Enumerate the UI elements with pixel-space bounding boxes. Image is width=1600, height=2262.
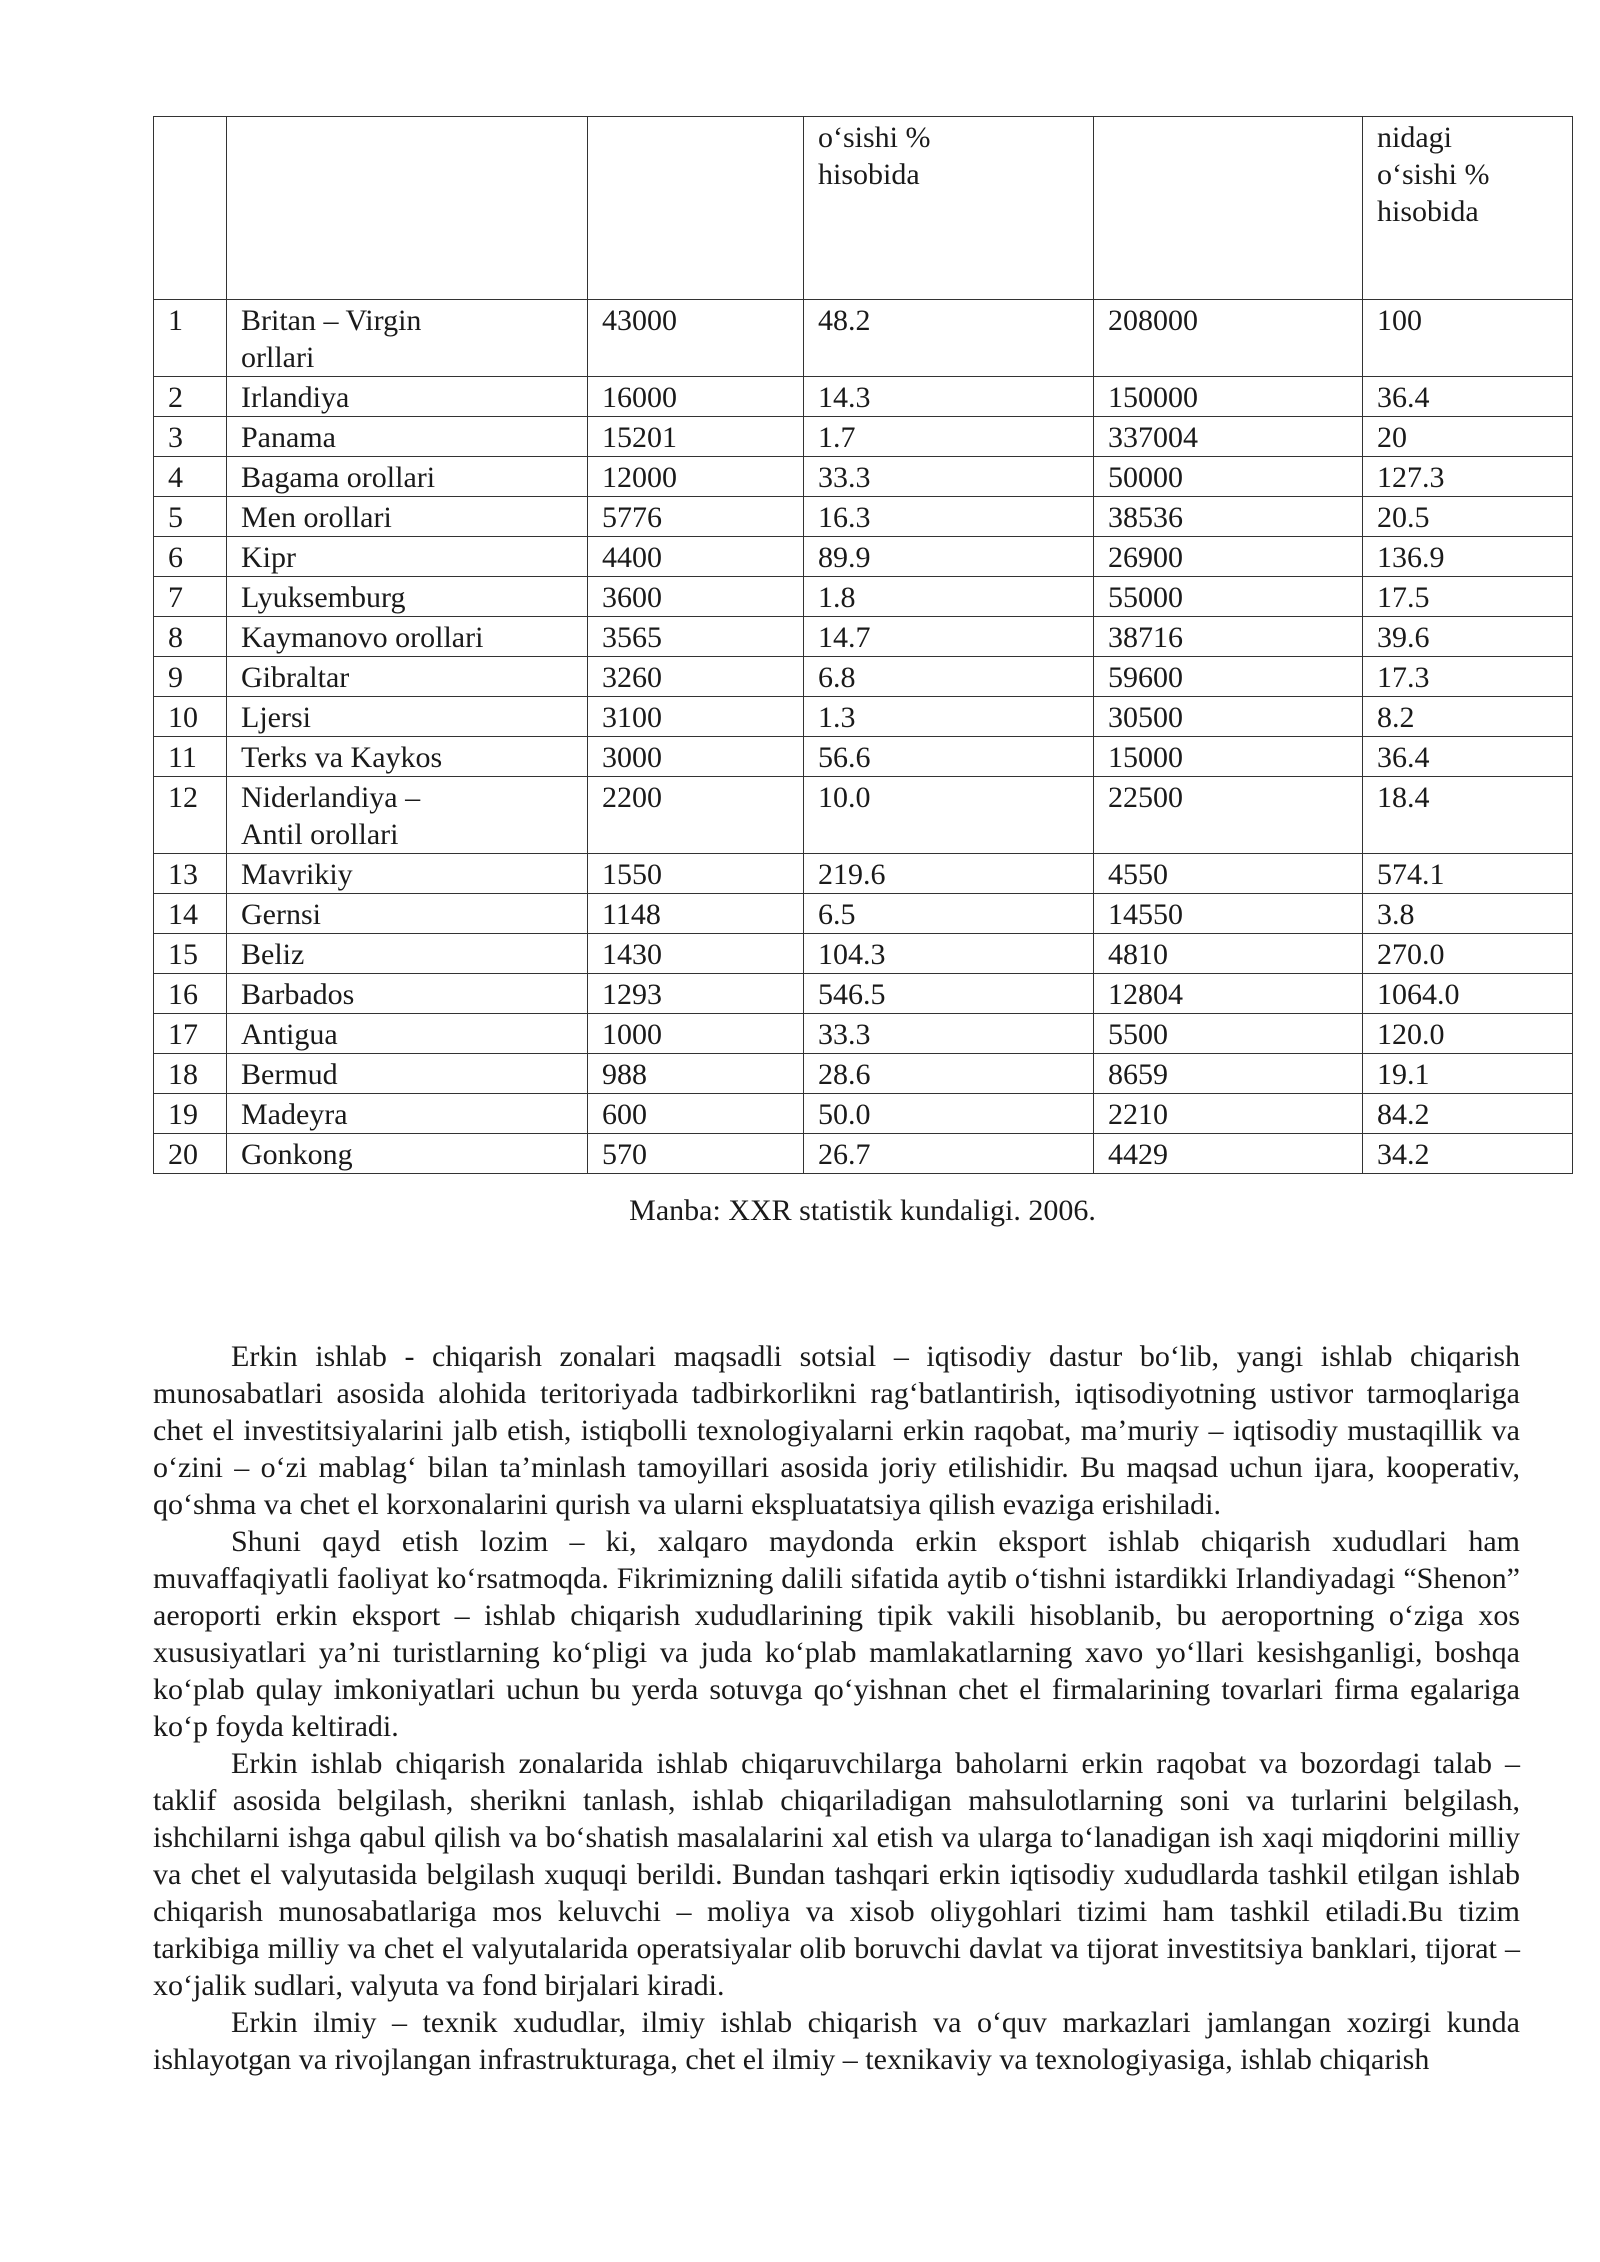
table-cell: 100 xyxy=(1363,300,1573,377)
table-cell xyxy=(227,117,588,300)
table-cell: nidagi o‘sishi % hisobida xyxy=(1363,117,1573,300)
table-row xyxy=(154,657,1573,697)
table-row xyxy=(154,300,1573,377)
table-cell: 600 xyxy=(588,1094,804,1134)
table-cell: 34.2 xyxy=(1363,1134,1573,1174)
statistics-table xyxy=(153,116,1573,1174)
table-cell: 1000 xyxy=(588,1014,804,1054)
table-cell: 3.8 xyxy=(1363,894,1573,934)
table-row xyxy=(154,617,1573,657)
table-cell: 1293 xyxy=(588,974,804,1014)
table-cell: 19.1 xyxy=(1363,1054,1573,1094)
table-cell: 20 xyxy=(154,1134,227,1174)
table-cell: 19 xyxy=(154,1094,227,1134)
table-cell: 39.6 xyxy=(1363,617,1573,657)
table-cell: 14.7 xyxy=(804,617,1094,657)
table-cell: Ljersi xyxy=(227,697,588,737)
table-cell: 12 xyxy=(154,777,227,854)
source-note: Manba: XXR statistik kundaligi. 2006. xyxy=(629,1194,1096,1227)
table-cell: 8659 xyxy=(1094,1054,1363,1094)
table-cell: 56.6 xyxy=(804,737,1094,777)
paragraph: Erkin ishlab - chiqarish zonalari maqsadli sotsial – iqtisodiy dastur bo‘lib, yangi ishlab chiqarish munosabatlari asosida alohida teritoriyada tadbirkorlikni rag‘batlantirish, iqtisodiyotning ustivor tarmoqlariga chet el investitsiyalarini jalb etish, istiqbolli texnologiyalarni erkin raqobat, ma’muriy – iqtisodiy mustaqillik va o‘zini – o‘zi mablag‘ bilan ta’minlash tamoyillari asosida joriy etilishidir. Bu maqsad uchun ijara, kooperativ, qo‘shma va chet el korxonalarini qurish va ularni ekspluatatsiya qilish evaziga erishiladi. xyxy=(153,1340,1520,1521)
table-row xyxy=(154,1054,1573,1094)
table-row xyxy=(154,377,1573,417)
table-cell: 18 xyxy=(154,1054,227,1094)
table-cell: Antigua xyxy=(227,1014,588,1054)
table-cell: Britan – Virgin orllari xyxy=(227,300,588,377)
table-row xyxy=(154,577,1573,617)
table-cell: 26.7 xyxy=(804,1134,1094,1174)
table-cell: 6.5 xyxy=(804,894,1094,934)
table-cell: 55000 xyxy=(1094,577,1363,617)
table-row xyxy=(154,1134,1573,1174)
table-cell: 5776 xyxy=(588,497,804,537)
table-cell: 3600 xyxy=(588,577,804,617)
table-cell: 337004 xyxy=(1094,417,1363,457)
table-cell: 270.0 xyxy=(1363,934,1573,974)
table-cell: 10.0 xyxy=(804,777,1094,854)
table-row xyxy=(154,417,1573,457)
table-cell: Kaymanovo orollari xyxy=(227,617,588,657)
table-cell: 208000 xyxy=(1094,300,1363,377)
table-cell: 4 xyxy=(154,457,227,497)
table-cell: Kipr xyxy=(227,537,588,577)
table-cell: 5 xyxy=(154,497,227,537)
paragraph: Erkin ilmiy – texnik xududlar, ilmiy ishlab chiqarish va o‘quv markazlari jamlangan xozirgi kunda ishlayotgan va rivojlangan infrastrukturaga, chet el ilmiy – texnikaviy va texnologiyasiga, ishlab chiqarish xyxy=(153,2006,1520,2076)
table-cell: 2200 xyxy=(588,777,804,854)
table-cell: Terks va Kaykos xyxy=(227,737,588,777)
table-cell: 16.3 xyxy=(804,497,1094,537)
table-cell: 38536 xyxy=(1094,497,1363,537)
table-cell: 59600 xyxy=(1094,657,1363,697)
table-cell: 13 xyxy=(154,854,227,894)
table-row xyxy=(154,974,1573,1014)
table-cell: 10 xyxy=(154,697,227,737)
table-cell: 28.6 xyxy=(804,1054,1094,1094)
table-header-row xyxy=(154,117,1573,300)
table-cell: 570 xyxy=(588,1134,804,1174)
table-cell: 4810 xyxy=(1094,934,1363,974)
table-cell: 150000 xyxy=(1094,377,1363,417)
table-row xyxy=(154,457,1573,497)
table-cell: 3100 xyxy=(588,697,804,737)
table-cell xyxy=(588,117,804,300)
table-cell: 988 xyxy=(588,1054,804,1094)
table-cell: 4550 xyxy=(1094,854,1363,894)
table-cell: 84.2 xyxy=(1363,1094,1573,1134)
table-cell: 1.7 xyxy=(804,417,1094,457)
table-cell: 1.8 xyxy=(804,577,1094,617)
table-cell: 127.3 xyxy=(1363,457,1573,497)
table-cell: 1148 xyxy=(588,894,804,934)
table-cell: 1.3 xyxy=(804,697,1094,737)
table-cell: 36.4 xyxy=(1363,737,1573,777)
table-row xyxy=(154,934,1573,974)
table-cell: 1 xyxy=(154,300,227,377)
table-row xyxy=(154,894,1573,934)
table-cell: 17.5 xyxy=(1363,577,1573,617)
table-cell: 43000 xyxy=(588,300,804,377)
table-cell: 1430 xyxy=(588,934,804,974)
table-cell: o‘sishi % hisobida xyxy=(804,117,1094,300)
table-cell: 104.3 xyxy=(804,934,1094,974)
table-cell: 12000 xyxy=(588,457,804,497)
table-cell: 2210 xyxy=(1094,1094,1363,1134)
table-row xyxy=(154,537,1573,577)
table-cell: 26900 xyxy=(1094,537,1363,577)
table-cell: 219.6 xyxy=(804,854,1094,894)
table-cell: 16000 xyxy=(588,377,804,417)
table-cell: 5500 xyxy=(1094,1014,1363,1054)
table-cell: 14 xyxy=(154,894,227,934)
table-cell: 17.3 xyxy=(1363,657,1573,697)
table-row xyxy=(154,697,1573,737)
table-cell: 15 xyxy=(154,934,227,974)
table-cell: 8 xyxy=(154,617,227,657)
table-cell: 17 xyxy=(154,1014,227,1054)
table-cell: 14.3 xyxy=(804,377,1094,417)
table-cell: 4429 xyxy=(1094,1134,1363,1174)
table-cell: Panama xyxy=(227,417,588,457)
table-cell: 546.5 xyxy=(804,974,1094,1014)
table-cell: Irlandiya xyxy=(227,377,588,417)
table-cell: 20 xyxy=(1363,417,1573,457)
table-cell: 36.4 xyxy=(1363,377,1573,417)
table-cell: 14550 xyxy=(1094,894,1363,934)
table-cell: 11 xyxy=(154,737,227,777)
table-cell: Madeyra xyxy=(227,1094,588,1134)
table-cell: 6.8 xyxy=(804,657,1094,697)
table-row xyxy=(154,777,1573,854)
table-cell: 22500 xyxy=(1094,777,1363,854)
table-cell: Barbados xyxy=(227,974,588,1014)
table-cell: 20.5 xyxy=(1363,497,1573,537)
table-cell: 15000 xyxy=(1094,737,1363,777)
table-cell: Bagama orollari xyxy=(227,457,588,497)
table-cell: Gonkong xyxy=(227,1134,588,1174)
table-row xyxy=(154,854,1573,894)
table-cell: 136.9 xyxy=(1363,537,1573,577)
table-cell: 6 xyxy=(154,537,227,577)
table-cell: 12804 xyxy=(1094,974,1363,1014)
table-cell: 33.3 xyxy=(804,1014,1094,1054)
table-cell: 16 xyxy=(154,974,227,1014)
table-cell: Mavrikiy xyxy=(227,854,588,894)
table-cell: 7 xyxy=(154,577,227,617)
table-cell: 50.0 xyxy=(804,1094,1094,1134)
paragraph: Shuni qayd etish lozim – ki, xalqaro maydonda erkin eksport ishlab chiqarish xududlari ham muvaffaqiyatli faoliyat ko‘rsatmoqda. Fikrimizning dalili sifatida aytib o‘tishni istardikki Irlandiyadagi “Shenon” aeroporti erkin eksport – ishlab chiqarish xududlarining tipik vakili hisoblanib, bu aeroportning o‘ziga xos xususiyatlari ya’ni turistlarning ko‘pligi va juda ko‘plab mamlakatlarning xavo yo‘llari kesishganligi, boshqa ko‘plab qulay imkoniyatlari uchun bu yerda sotuvga qo‘yishnan chet el firmalarining tovarlari firma egalariga ko‘p foyda keltiradi. xyxy=(153,1525,1520,1743)
table-cell: 3 xyxy=(154,417,227,457)
table-cell: 50000 xyxy=(1094,457,1363,497)
table-cell: 33.3 xyxy=(804,457,1094,497)
table-cell: 18.4 xyxy=(1363,777,1573,854)
table-row xyxy=(154,1094,1573,1134)
table-cell: Gernsi xyxy=(227,894,588,934)
table-row xyxy=(154,1014,1573,1054)
table-cell: 2 xyxy=(154,377,227,417)
table-cell: 30500 xyxy=(1094,697,1363,737)
table-cell: 3565 xyxy=(588,617,804,657)
table-cell: 89.9 xyxy=(804,537,1094,577)
table-cell: 38716 xyxy=(1094,617,1363,657)
paragraph: Erkin ishlab chiqarish zonalarida ishlab chiqaruvchilarga baholarni erkin raqobat va bozordagi talab – taklif asosida belgilash, sherikni tanlash, ishlab chiqariladigan mahsulotlarning soni va turlarini belgilash, ishchilarni ishga qabul qilish va bo‘shatish masalalarini xal etish va ularga to‘lanadigan ish xaqi miqdorini milliy va chet el valyutasida belgilash xuquqi berildi. Bundan tashqari erkin iqtisodiy xududlarda tashkil etilgan ishlab chiqarish munosabatlariga mos keluvchi – moliya va xisob oliygohlari tizimi ham tashkil etiladi.Bu tizim tarkibiga milliy va chet el valyutalarida operatsiyalar olib boruvchi davlat va tijorat investitsiya banklari, tijorat – xo‘jalik sudlari, valyuta va fond birjalari kiradi. xyxy=(153,1747,1520,2002)
table-row xyxy=(154,737,1573,777)
table-cell: 120.0 xyxy=(1363,1014,1573,1054)
table-cell: 4400 xyxy=(588,537,804,577)
table-cell: 574.1 xyxy=(1363,854,1573,894)
table-cell: Men orollari xyxy=(227,497,588,537)
table-cell: Lyuksemburg xyxy=(227,577,588,617)
table-cell: 3000 xyxy=(588,737,804,777)
table-cell xyxy=(1094,117,1363,300)
table-cell: Beliz xyxy=(227,934,588,974)
table-cell: 15201 xyxy=(588,417,804,457)
table-cell: 48.2 xyxy=(804,300,1094,377)
body-text xyxy=(153,1338,1520,2078)
table-cell: 1064.0 xyxy=(1363,974,1573,1014)
table-cell: Gibraltar xyxy=(227,657,588,697)
table-cell: 1550 xyxy=(588,854,804,894)
table-cell: Niderlandiya – Antil orollari xyxy=(227,777,588,854)
table-cell xyxy=(154,117,227,300)
table-row xyxy=(154,497,1573,537)
table-cell: 3260 xyxy=(588,657,804,697)
table-cell: 8.2 xyxy=(1363,697,1573,737)
table-cell: Bermud xyxy=(227,1054,588,1094)
table-cell: 9 xyxy=(154,657,227,697)
